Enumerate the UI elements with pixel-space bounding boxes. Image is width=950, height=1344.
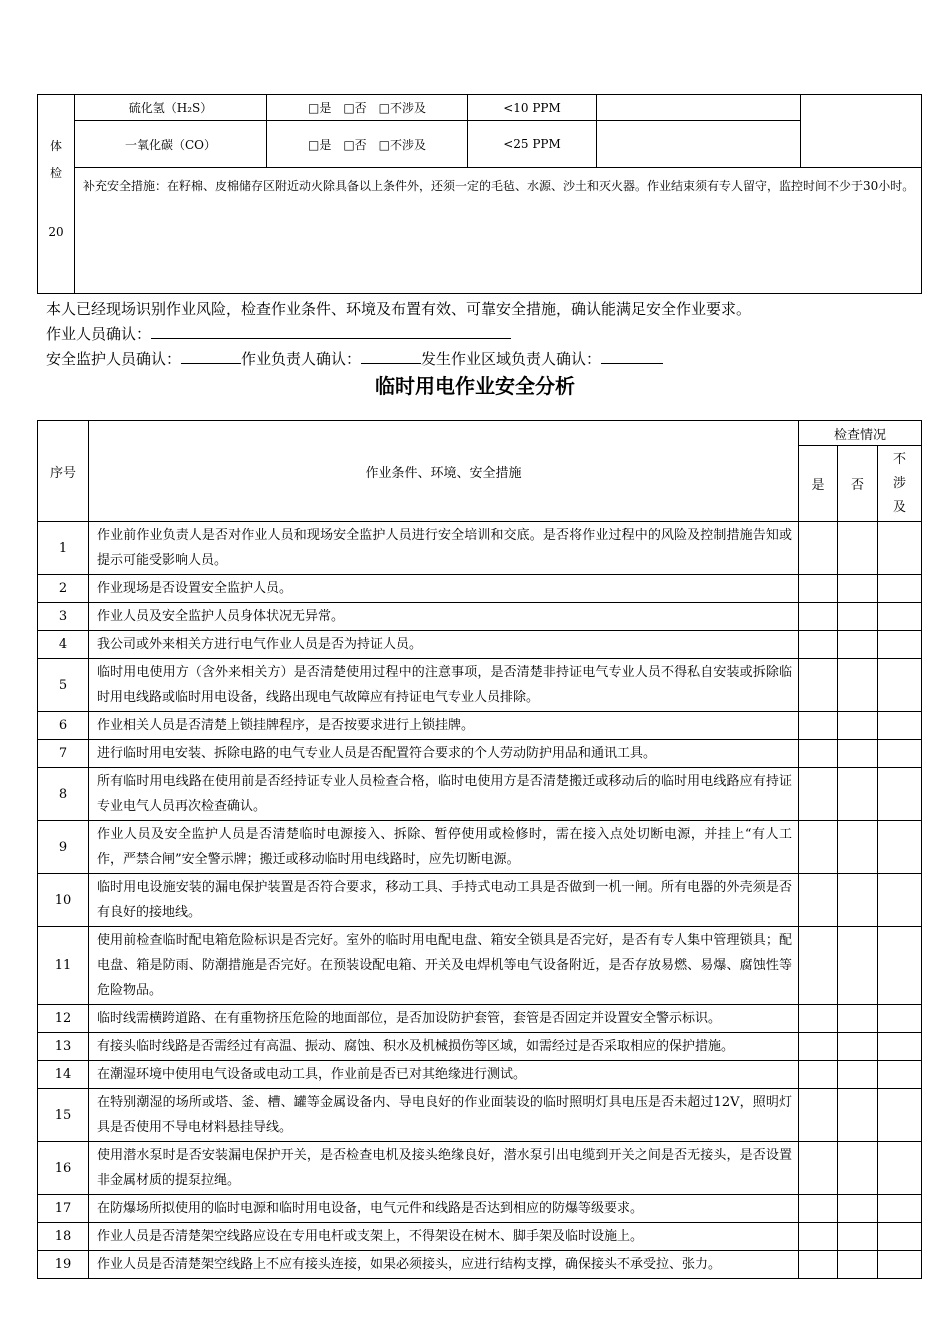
row-number: 14 bbox=[38, 1061, 89, 1089]
row-number: 6 bbox=[38, 712, 89, 740]
gas-options: □是 □否 □不涉及 bbox=[267, 121, 468, 168]
check-na-cell[interactable] bbox=[878, 1195, 922, 1223]
table-row bbox=[38, 522, 922, 575]
table-row bbox=[38, 659, 922, 712]
check-na-cell[interactable] bbox=[878, 1251, 922, 1279]
check-yes-cell[interactable] bbox=[799, 740, 838, 768]
check-no-cell[interactable] bbox=[838, 1061, 878, 1089]
gas-detection-table bbox=[37, 94, 922, 294]
row-number: 8 bbox=[38, 768, 89, 821]
check-yes-cell[interactable] bbox=[799, 874, 838, 927]
gas-limit: <10 PPM bbox=[468, 95, 597, 121]
table-row bbox=[38, 821, 922, 874]
row-label-cell bbox=[38, 95, 75, 294]
row-condition-text: 使用前检查临时配电箱危险标识是否完好。室外的临时用电配电盘、箱安全锁具是否完好，是否有专人集中管理锁具；配电盘、箱是防雨、防潮措施是否完好。在预装设配电箱、开关及电焊机等电气设备附近，是否存放易燃、易爆、腐蚀性等危险物品。 bbox=[89, 927, 799, 1005]
check-na-cell[interactable] bbox=[878, 1223, 922, 1251]
table-row bbox=[38, 768, 922, 821]
row-number: 11 bbox=[38, 927, 89, 1005]
supplementary-measures: 补充安全措施：在籽棉、皮棉储存区附近动火除具备以上条件外，还须一定的毛毡、水源、沙土和灭火器。作业结束须有专人留守，监控时间不少于30小时。 bbox=[75, 168, 922, 294]
page-title: 临时用电作业安全分析 bbox=[375, 374, 575, 398]
check-no-cell[interactable] bbox=[838, 1033, 878, 1061]
table-row bbox=[38, 1195, 922, 1223]
gas-name: 一氧化碳（CO） bbox=[75, 121, 267, 168]
check-na-cell[interactable] bbox=[878, 1033, 922, 1061]
work-leader-label: 作业负责人确认： bbox=[241, 350, 362, 368]
row-number: 4 bbox=[38, 631, 89, 659]
safety-analysis-table bbox=[37, 420, 922, 1279]
check-na-cell[interactable] bbox=[878, 631, 922, 659]
table-row bbox=[38, 712, 922, 740]
row-number: 10 bbox=[38, 874, 89, 927]
check-no-cell[interactable] bbox=[838, 821, 878, 874]
check-yes-cell[interactable] bbox=[799, 603, 838, 631]
gas-options: □是 □否 □不涉及 bbox=[267, 95, 468, 121]
worker-confirm-label: 作业人员确认： bbox=[46, 325, 152, 343]
check-yes-cell[interactable] bbox=[799, 1061, 838, 1089]
check-yes-cell[interactable] bbox=[799, 768, 838, 821]
row-number: 12 bbox=[38, 1005, 89, 1033]
row-number: 16 bbox=[38, 1142, 89, 1195]
row-condition-text: 有接头临时线路是否需经过有高温、振动、腐蚀、积水及机械损伤等区域，如需经过是否采取相应的保护措施。 bbox=[89, 1033, 799, 1061]
row-number: 9 bbox=[38, 821, 89, 874]
check-no-cell[interactable] bbox=[838, 631, 878, 659]
check-no-cell[interactable] bbox=[838, 1089, 878, 1142]
check-no-cell[interactable] bbox=[838, 659, 878, 712]
row-condition-text: 作业前作业负责人是否对作业人员和现场安全监护人员进行安全培训和交底。是否将作业过程中的风险及控制措施告知或提示可能受影响人员。 bbox=[89, 522, 799, 575]
check-no-cell[interactable] bbox=[838, 740, 878, 768]
declaration-text: 本人已经现场识别作业风险，检查作业条件、环境及布置有效、可靠安全措施，确认能满足安全作业要求。 bbox=[46, 300, 752, 318]
check-na-cell[interactable] bbox=[878, 768, 922, 821]
gas-result bbox=[597, 95, 801, 121]
check-yes-cell[interactable] bbox=[799, 1033, 838, 1061]
check-na-cell[interactable] bbox=[878, 821, 922, 874]
check-yes-cell[interactable] bbox=[799, 522, 838, 575]
row-label-line-3: 20 bbox=[48, 225, 64, 239]
row-condition-text: 作业现场是否设置安全监护人员。 bbox=[89, 575, 799, 603]
check-na-cell[interactable] bbox=[878, 874, 922, 927]
check-na-cell[interactable] bbox=[878, 575, 922, 603]
row-number: 5 bbox=[38, 659, 89, 712]
table-row bbox=[38, 1142, 922, 1195]
row-condition-text: 临时用电设施安装的漏电保护装置是否符合要求，移动工具、手持式电动工具是否做到一机一闸。所有电器的外壳须是否有良好的接地线。 bbox=[89, 874, 799, 927]
row-number: 17 bbox=[38, 1195, 89, 1223]
row-condition-text: 在潮湿环境中使用电气设备或电动工具，作业前是否已对其绝缘进行测试。 bbox=[89, 1061, 799, 1089]
table-row bbox=[38, 631, 922, 659]
row-number: 13 bbox=[38, 1033, 89, 1061]
check-yes-cell[interactable] bbox=[799, 1089, 838, 1142]
check-na-cell[interactable] bbox=[878, 659, 922, 712]
check-na-cell[interactable] bbox=[878, 1061, 922, 1089]
check-na-cell[interactable] bbox=[878, 927, 922, 1005]
row-condition-text: 所有临时用电线路在使用前是否经持证专业人员检查合格，临时电使用方是否清楚搬迁或移动后的临时用电线路应有持证专业电气人员再次检查确认。 bbox=[89, 768, 799, 821]
table-row bbox=[38, 740, 922, 768]
check-no-cell[interactable] bbox=[838, 522, 878, 575]
area-leader-label: 发生作业区域负责人确认： bbox=[421, 350, 602, 368]
check-na-cell[interactable] bbox=[878, 1089, 922, 1142]
header-na bbox=[878, 446, 922, 522]
check-no-cell[interactable] bbox=[838, 1195, 878, 1223]
gas-name: 硫化氢（H₂S） bbox=[75, 95, 267, 121]
check-no-cell[interactable] bbox=[838, 927, 878, 1005]
check-na-cell[interactable] bbox=[878, 740, 922, 768]
row-condition-text: 我公司或外来相关方进行电气作业人员是否为持证人员。 bbox=[89, 631, 799, 659]
header-no-option: 否 bbox=[838, 446, 878, 522]
check-yes-cell[interactable] bbox=[799, 1142, 838, 1195]
check-no-cell[interactable] bbox=[838, 603, 878, 631]
check-no-cell[interactable] bbox=[838, 1005, 878, 1033]
row-condition-text: 作业人员是否清楚架空线路上不应有接头连接，如果必须接头，应进行结构支撑，确保接头不承受拉、张力。 bbox=[89, 1251, 799, 1279]
check-yes-cell[interactable] bbox=[799, 1005, 838, 1033]
table-row bbox=[38, 1089, 922, 1142]
row-condition-text: 在防爆场所拟使用的临时电源和临时用电设备，电气元件和线路是否达到相应的防爆等级要求。 bbox=[89, 1195, 799, 1223]
check-yes-cell[interactable] bbox=[799, 927, 838, 1005]
check-no-cell[interactable] bbox=[838, 1251, 878, 1279]
row-condition-text: 进行临时用电安装、拆除电路的电气专业人员是否配置符合要求的个人劳动防护用品和通讯工具。 bbox=[89, 740, 799, 768]
check-yes-cell[interactable] bbox=[799, 712, 838, 740]
row-label-line-1: 体 bbox=[49, 139, 62, 153]
table-row bbox=[38, 1251, 922, 1279]
check-no-cell[interactable] bbox=[838, 768, 878, 821]
check-no-cell[interactable] bbox=[838, 575, 878, 603]
header-na-text: 不涉及 bbox=[893, 451, 907, 515]
row-condition-text: 使用潜水泵时是否安装漏电保护开关，是否检查电机及接头绝缘良好，潜水泵引出电缆到开关之间是否无接头，是否设置非金属材质的提泵拉绳。 bbox=[89, 1142, 799, 1195]
gas-result bbox=[597, 121, 801, 168]
row-number: 15 bbox=[38, 1089, 89, 1142]
table-row bbox=[38, 1223, 922, 1251]
row-condition-text: 作业相关人员是否清楚上锁挂牌程序，是否按要求进行上锁挂牌。 bbox=[89, 712, 799, 740]
row-label-line-2: 检 bbox=[49, 166, 62, 180]
table-row bbox=[38, 927, 922, 1005]
row-condition-text: 作业人员及安全监护人员是否清楚临时电源接入、拆除、暂停使用或检修时，需在接入点处切断电源，并挂上“有人工作，严禁合闸”安全警示牌；搬迁或移动临时用电线路时，应先切断电源。 bbox=[89, 821, 799, 874]
safety-monitor-label: 安全监护人员确认： bbox=[46, 350, 182, 368]
check-yes-cell[interactable] bbox=[799, 821, 838, 874]
header-conditions: 作业条件、环境、安全措施 bbox=[89, 421, 799, 522]
row-number: 19 bbox=[38, 1251, 89, 1279]
gas-limit: <25 PPM bbox=[468, 121, 597, 168]
check-yes-cell[interactable] bbox=[799, 631, 838, 659]
row-condition-text: 作业人员及安全监护人员身体状况无异常。 bbox=[89, 603, 799, 631]
table-row bbox=[38, 874, 922, 927]
check-no-cell[interactable] bbox=[838, 1223, 878, 1251]
work-leader-signature-blank[interactable] bbox=[361, 350, 421, 364]
row-number: 2 bbox=[38, 575, 89, 603]
check-na-cell[interactable] bbox=[878, 522, 922, 575]
check-no-cell[interactable] bbox=[838, 712, 878, 740]
worker-signature-blank[interactable] bbox=[151, 325, 511, 339]
table-row bbox=[38, 1061, 922, 1089]
check-no-cell[interactable] bbox=[838, 1142, 878, 1195]
header-no: 序号 bbox=[38, 421, 89, 522]
row-condition-text: 在特别潮湿的场所或塔、釜、槽、罐等金属设备内、导电良好的作业面装设的临时照明灯具电压是否未超过12V，照明灯具是否使用不导电材料悬挂导线。 bbox=[89, 1089, 799, 1142]
header-yes: 是 bbox=[799, 446, 838, 522]
row-condition-text: 作业人员是否清楚架空线路应设在专用电杆或支架上，不得架设在树木、脚手架及临时设施上。 bbox=[89, 1223, 799, 1251]
supervisor-confirm-line bbox=[46, 348, 663, 369]
check-na-cell[interactable] bbox=[878, 712, 922, 740]
check-yes-cell[interactable] bbox=[799, 659, 838, 712]
row-condition-text: 临时线需横跨道路、在有重物挤压危险的地面部位，是否加设防护套管，套管是否固定并设置安全警示标识。 bbox=[89, 1005, 799, 1033]
row-number: 3 bbox=[38, 603, 89, 631]
check-na-cell[interactable] bbox=[878, 1005, 922, 1033]
safety-monitor-signature-blank[interactable] bbox=[181, 350, 241, 364]
row-number: 18 bbox=[38, 1223, 89, 1251]
area-leader-signature-blank[interactable] bbox=[601, 350, 663, 364]
worker-confirm-line bbox=[46, 323, 511, 344]
table-row bbox=[38, 1033, 922, 1061]
check-no-cell[interactable] bbox=[838, 874, 878, 927]
row-condition-text: 临时用电使用方（含外来相关方）是否清楚使用过程中的注意事项，是否清楚非持证电气专业人员不得私自安装或拆除临时用电线路或临时用电设备，线路出现电气故障应有持证电气专业人员排除。 bbox=[89, 659, 799, 712]
signature-cell bbox=[801, 95, 922, 168]
table-row bbox=[38, 1005, 922, 1033]
check-yes-cell[interactable] bbox=[799, 1251, 838, 1279]
table-row bbox=[38, 603, 922, 631]
check-na-cell[interactable] bbox=[878, 1142, 922, 1195]
table-row bbox=[38, 575, 922, 603]
row-number: 7 bbox=[38, 740, 89, 768]
check-yes-cell[interactable] bbox=[799, 575, 838, 603]
check-yes-cell[interactable] bbox=[799, 1223, 838, 1251]
check-na-cell[interactable] bbox=[878, 603, 922, 631]
check-yes-cell[interactable] bbox=[799, 1195, 838, 1223]
row-number: 1 bbox=[38, 522, 89, 575]
header-check-status: 检查情况 bbox=[799, 421, 922, 446]
